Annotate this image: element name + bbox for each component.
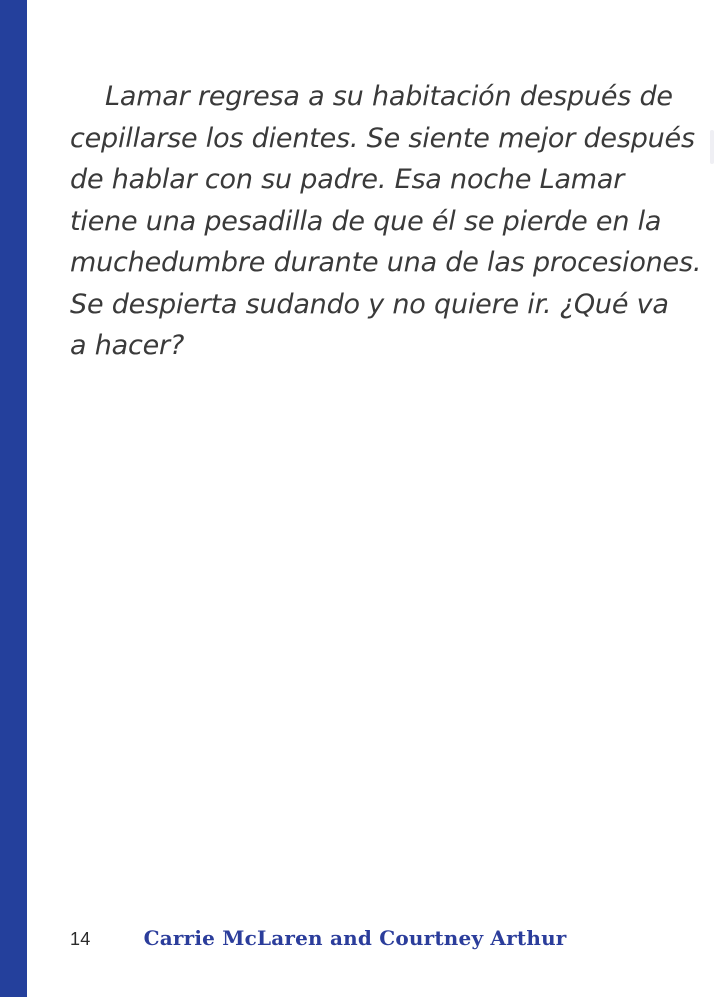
paragraph-line: cepillarse los dientes. Se siente mejor después [70,122,695,154]
paragraph-line: muchedumbre durante una de las procesiones. [70,247,702,278]
page-footer [70,926,567,950]
paragraph-line: a hacer? [70,330,185,361]
running-footer-authors: Carrie McLaren and Courtney Arthur [143,926,567,950]
page-edge-artifact [710,130,714,164]
paragraph-line: Lamar regresa a su habitación después de [105,81,673,112]
paragraph-line: tiene una pesadilla de que él se pierde en la [70,205,662,237]
left-accent-bar [0,0,27,997]
paragraph-line: de hablar con su padre. Esa noche Lamar [70,164,625,195]
page-number: 14 [70,929,91,949]
paragraph-line: Se despierta sudando y no quiere ir. ¿Qué va [70,288,669,320]
story-paragraph [70,76,702,367]
